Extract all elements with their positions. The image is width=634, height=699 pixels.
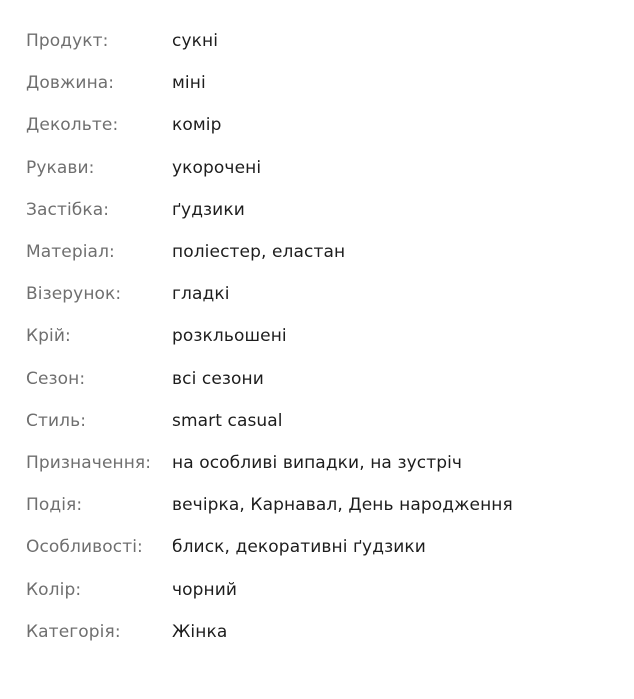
spec-row-pattern <box>26 273 626 315</box>
spec-label: Довжина: <box>26 73 115 94</box>
spec-label: Особливості: <box>26 537 143 558</box>
spec-value: smart casual <box>172 410 283 431</box>
spec-value: гладкі <box>172 284 230 305</box>
spec-value: поліестер, еластан <box>172 242 346 263</box>
spec-value: ґудзики <box>172 199 245 220</box>
spec-value: Жінка <box>172 621 228 642</box>
spec-row-style <box>26 400 626 442</box>
spec-label: Колір: <box>26 579 82 600</box>
spec-value: розкльошені <box>172 326 287 347</box>
spec-value: комір <box>172 115 222 136</box>
spec-row-material <box>26 231 626 273</box>
spec-value: укорочені <box>172 157 262 178</box>
spec-row-season <box>26 358 626 400</box>
spec-value: на особливі випадки, на зустріч <box>172 452 463 473</box>
spec-row-fastening <box>26 189 626 231</box>
spec-row-color <box>26 568 626 610</box>
spec-row-neckline <box>26 104 626 146</box>
spec-label: Подія: <box>26 495 83 516</box>
spec-row-category <box>26 611 626 653</box>
spec-row-purpose <box>26 442 626 484</box>
spec-label: Декольте: <box>26 115 119 136</box>
spec-row-length <box>26 62 626 104</box>
spec-value: блиск, декоративні ґудзики <box>172 537 426 558</box>
spec-value: міні <box>172 73 206 94</box>
spec-row-cut <box>26 315 626 357</box>
spec-label: Стиль: <box>26 410 87 431</box>
spec-value: вечірка, Карнавал, День народження <box>172 495 513 516</box>
spec-label: Візерунок: <box>26 284 122 305</box>
spec-label: Рукави: <box>26 157 95 178</box>
spec-row-sleeves <box>26 147 626 189</box>
spec-value: чорний <box>172 579 238 600</box>
spec-value: всі сезони <box>172 368 264 389</box>
spec-row-product <box>26 20 626 62</box>
spec-label: Крій: <box>26 326 71 347</box>
spec-label: Матеріал: <box>26 242 115 263</box>
spec-label: Продукт: <box>26 31 109 52</box>
spec-row-occasion <box>26 484 626 526</box>
spec-row-features <box>26 526 626 568</box>
product-specs-list <box>26 20 626 653</box>
spec-label: Сезон: <box>26 368 86 389</box>
spec-label: Призначення: <box>26 452 152 473</box>
spec-label: Категорія: <box>26 621 121 642</box>
spec-label: Застібка: <box>26 199 110 220</box>
spec-value: сукні <box>172 31 219 52</box>
